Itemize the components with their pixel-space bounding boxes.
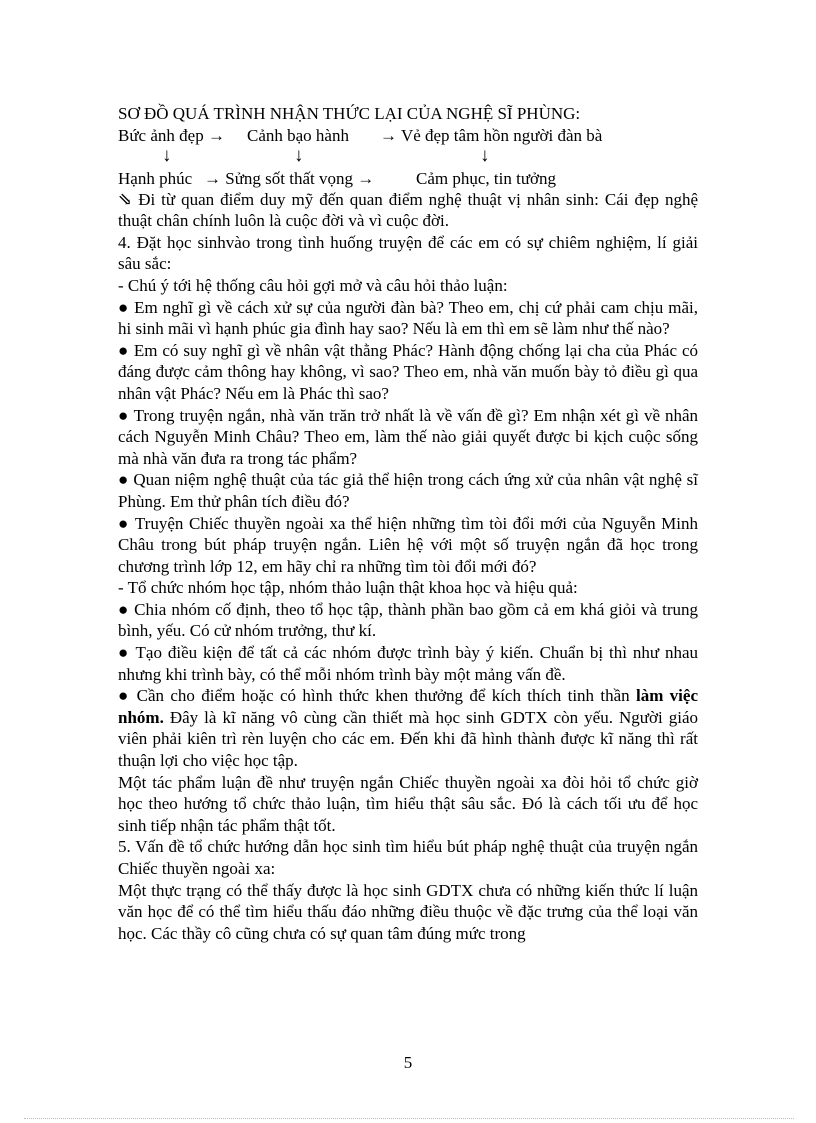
diagram-node-soul-beauty: → Vẻ đẹp tâm hồn người đàn bà bbox=[380, 125, 603, 145]
paragraph: Một tác phẩm luận đề như truyện ngắn Chiếc thuyền ngoài xa đòi hỏi tổ chức giờ học theo hướng tổ chức thảo luận, tìm hiểu thật sâu sắc. Đó là cách tối ưu để học sinh tiếp nhận tác phẩm thật tốt. bbox=[118, 772, 698, 835]
text-run: ● Cần cho điểm hoặc có hình thức khen thưởng để kích thích tinh thần bbox=[118, 686, 636, 706]
page-bottom-divider bbox=[24, 1118, 794, 1119]
diagram-node-beautiful-photo: Bức ảnh đẹp → bbox=[118, 125, 225, 145]
paragraph: ⇘ Đi từ quan điểm duy mỹ đến quan điểm nghệ thuật vị nhân sinh: Cái đẹp nghệ thuật chân chính luôn là cuộc đời và vì cuộc đời. bbox=[118, 189, 698, 231]
paragraph: 5. Vấn đề tổ chức hướng dẫn học sinh tìm hiểu bút pháp nghệ thuật của truyện ngắn Chiếc thuyền ngoài xa: bbox=[118, 837, 698, 878]
paragraph: - Chú ý tới hệ thống câu hỏi gợi mở và câu hỏi thảo luận: bbox=[118, 275, 508, 295]
paragraph: Một thực trạng có thể thấy được là học sinh GDTX chưa có những kiến thức lí luận văn học để có thể tìm hiểu thấu đáo những điều thuộc về đặc trưng của thể loại văn học. Các thầy cô cũng chưa có sự quan tâm đúng mức trong bbox=[118, 880, 698, 943]
diagram-node-happiness: Hạnh phúc bbox=[118, 168, 193, 188]
question-item: ● Trong truyện ngắn, nhà văn trăn trở nhất là về vấn đề gì? Em nhận xét gì về nhân cách Nguyễn Minh Châu? Theo em, làm thế nào giải quyết được bi kịch cuộc sống mà nhà văn đưa ra trong tác phẩm? bbox=[118, 405, 698, 468]
down-arrow-icon: ↓ bbox=[294, 144, 304, 166]
diagram-node-violence-scene: Cảnh bạo hành bbox=[247, 125, 349, 145]
question-item: ● Quan niệm nghệ thuật của tác giả thể hiện trong cách ứng xử của nhân vật nghệ sĩ Phùng. Em thử phân tích điều đó? bbox=[118, 470, 698, 511]
cognition-diagram bbox=[118, 125, 698, 189]
page-number: 5 bbox=[403, 1053, 413, 1072]
question-item: ● Em nghĩ gì về cách xử sự của người đàn bà? Theo em, chị cứ phải cam chịu mãi, hi sinh mãi vì hạnh phúc gia đình hay sao? Nếu là em thì em sẽ làm như thế nào? bbox=[118, 297, 698, 339]
question-item: ● Em có suy nghĩ gì về nhân vật thằng Phác? Hành động chống lại cha của Phác có đáng được cảm thông hay không, vì sao? Theo em, nhà văn muốn bày tỏ điều gì qua nhân vật Phác? Nếu em là Phác thì sao? bbox=[118, 340, 698, 403]
question-item: ● Truyện Chiếc thuyền ngoài xa thể hiện những tìm tòi đổi mới của Nguyễn Minh Châu trong bút pháp truyện ngắn. Liên hệ với một số truyện ngắn đã học trong chương trình lớp 12, em hãy chỉ ra những tìm tòi đổi mới đó? bbox=[118, 513, 698, 576]
bold-text: làm việc nhóm. bbox=[118, 686, 698, 727]
group-item: ● Tạo điều kiện để tất cả các nhóm được trình bày ý kiến. Chuẩn bị thì như nhau nhưng khi trình bày, có thể mỗi nhóm trình bày một mảng vấn đề. bbox=[118, 643, 698, 684]
group-item: ● Chia nhóm cố định, theo tổ học tập, thành phần bao gồm cả em khá giỏi và trung bình, yếu. Có cử nhóm trưởng, thư kí. bbox=[118, 599, 698, 641]
diagram-title: SƠ ĐỒ QUÁ TRÌNH NHẬN THỨC LẠI CỦA NGHỆ SĨ PHÙNG: bbox=[118, 104, 581, 123]
down-arrow-icon: ↓ bbox=[162, 144, 172, 166]
group-item bbox=[118, 685, 698, 771]
diagram-node-shock: → Sửng sốt thất vọng → bbox=[204, 168, 375, 188]
diagram-node-admiration: Cảm phục, tin tưởng bbox=[416, 168, 557, 188]
down-arrow-icon: ↓ bbox=[480, 144, 490, 166]
paragraph: 4. Đặt học sinhvào trong tình huống truyện để các em có sự chiêm nghiệm, lí giải sâu sắc: bbox=[118, 232, 698, 274]
text-run: Đây là kĩ năng vô cùng cần thiết mà học sinh GDTX còn yếu. Người giáo viên phải kiên trì rèn luyện cho các em. Đến khi đã hình thành được kĩ năng thì rất thuận lợi cho việc học tập. bbox=[118, 707, 698, 771]
paragraph: - Tổ chức nhóm học tập, nhóm thảo luận thật khoa học và hiệu quả: bbox=[118, 578, 578, 598]
page-content bbox=[118, 103, 698, 944]
